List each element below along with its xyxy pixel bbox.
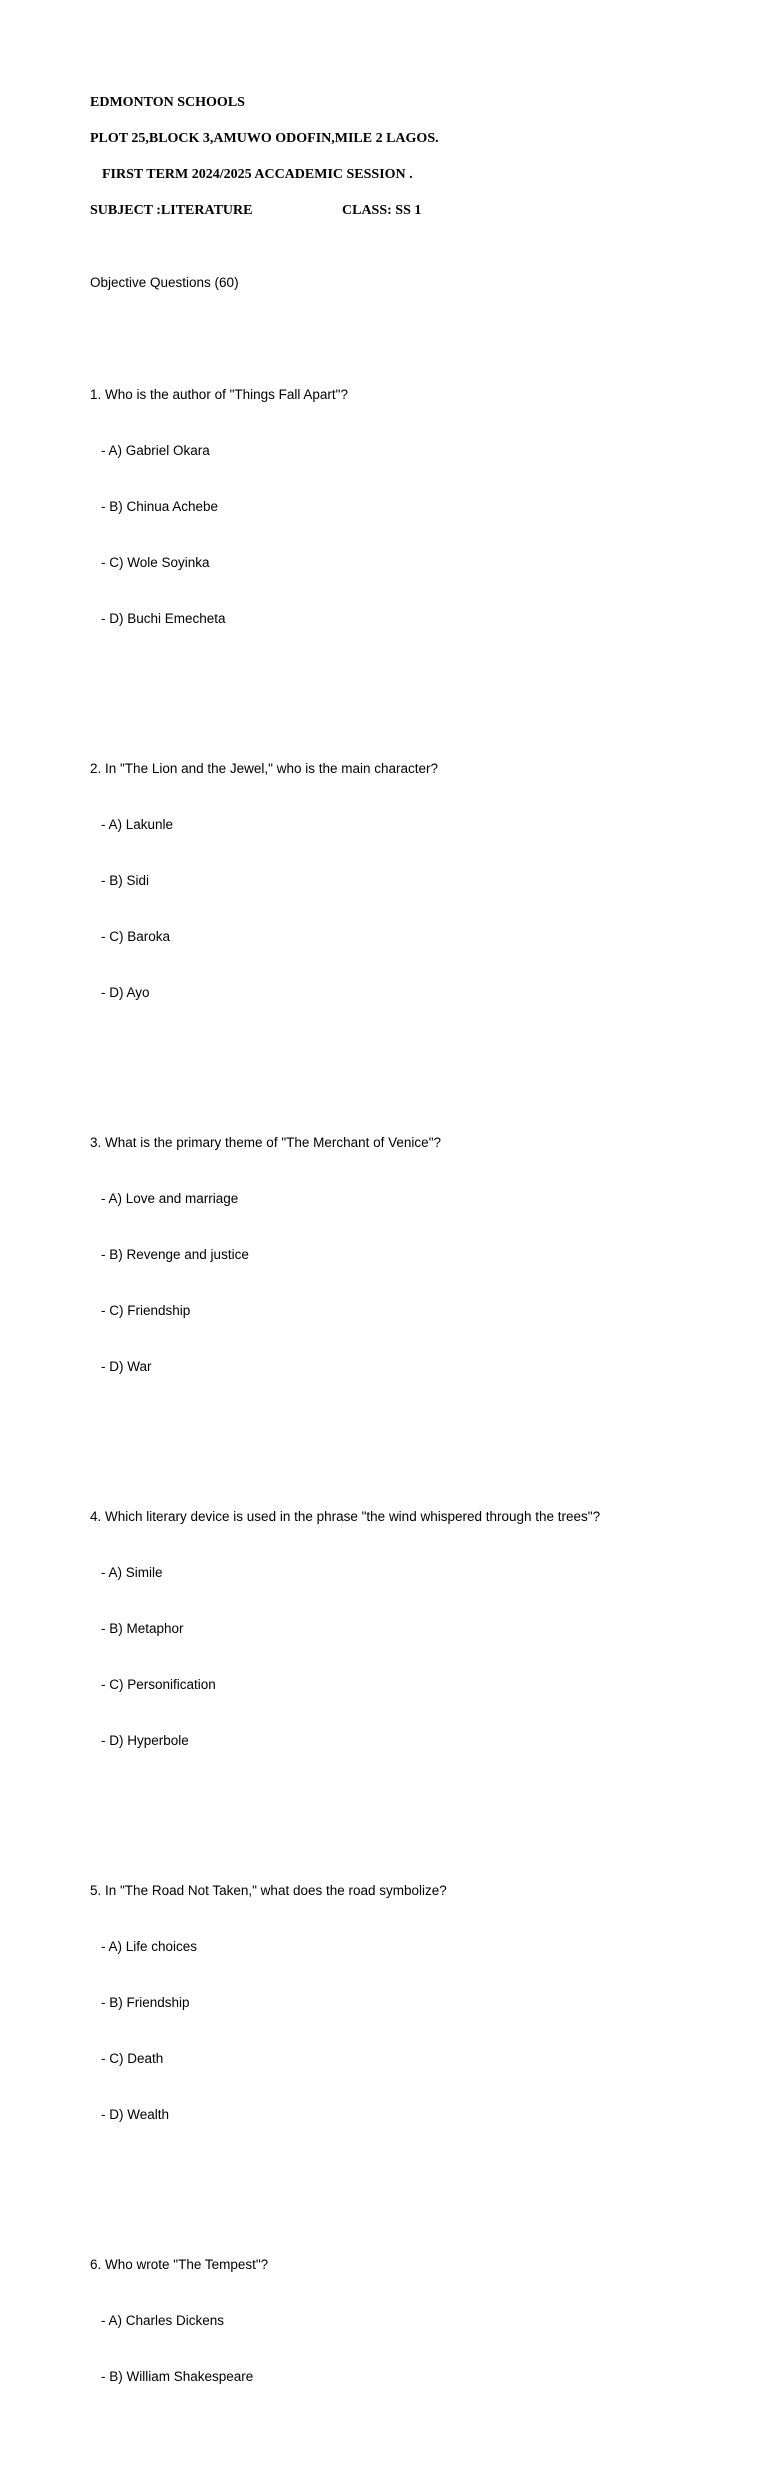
answer-option: - B) Chinua Achebe [101, 499, 219, 515]
answer-option: - C) Death [101, 2051, 164, 2067]
question-item [90, 722, 730, 1040]
answer-option: - C) Wole Soyinka [101, 555, 210, 571]
question-item [90, 1845, 730, 2163]
answer-option: - D) Hyperbole [101, 1733, 189, 1749]
answer-option: - A) Life choices [101, 1939, 198, 1955]
term-session: FIRST TERM 2024/2025 ACCADEMIC SESSION . [102, 167, 413, 182]
question-text: 5. In "The Road Not Taken," what does the road symbolize? [90, 1883, 447, 1898]
class-label: CLASS: SS 1 [342, 203, 422, 218]
answer-option: - A) Love and marriage [101, 1191, 239, 1207]
answer-option: - A) Simile [101, 1565, 163, 1581]
question-item [90, 1471, 730, 1789]
answer-option: - C) Personification [101, 1677, 216, 1693]
answer-option: - D) Ayo [101, 985, 150, 1001]
answer-option: - D) Wealth [101, 2107, 170, 2123]
section-title: Objective Questions (60) [90, 275, 239, 290]
question-text: 1. Who is the author of "Things Fall Apart"? [90, 386, 348, 402]
answer-option: - D) War [101, 1359, 152, 1375]
question-item [90, 1097, 730, 1415]
answer-option: - A) Gabriel Okara [101, 442, 210, 458]
answer-option: - D) Buchi Emecheta [101, 611, 226, 627]
answer-option: - B) Metaphor [101, 1621, 184, 1637]
subject-label: SUBJECT :LITERATURE [90, 203, 253, 218]
question-text: 2. In "The Lion and the Jewel," who is the main character? [90, 760, 439, 776]
question-item [90, 2219, 730, 2425]
question-list [90, 311, 730, 2480]
question-item [90, 348, 730, 666]
question-text: 6. Who wrote "The Tempest"? [90, 2257, 269, 2273]
answer-option: - B) William Shakespeare [101, 2369, 254, 2385]
answer-option: - C) Baroka [101, 929, 171, 945]
answer-option: - B) Revenge and justice [101, 1247, 249, 1263]
answer-option: - A) Charles Dickens [101, 2313, 225, 2329]
question-text: 3. What is the primary theme of "The Merchant of Venice"? [90, 1134, 441, 1150]
answer-option: - C) Friendship [101, 1303, 191, 1319]
answer-option: - B) Friendship [101, 1995, 190, 2011]
answer-option: - B) Sidi [101, 873, 150, 889]
question-text: 4. Which literary device is used in the phrase "the wind whispered through the trees"? [90, 1508, 601, 1524]
school-address: PLOT 25,BLOCK 3,AMUWO ODOFIN,MILE 2 LAGOS. [90, 131, 439, 146]
answer-option: - A) Lakunle [101, 816, 174, 832]
school-name: EDMONTON SCHOOLS [90, 95, 245, 110]
